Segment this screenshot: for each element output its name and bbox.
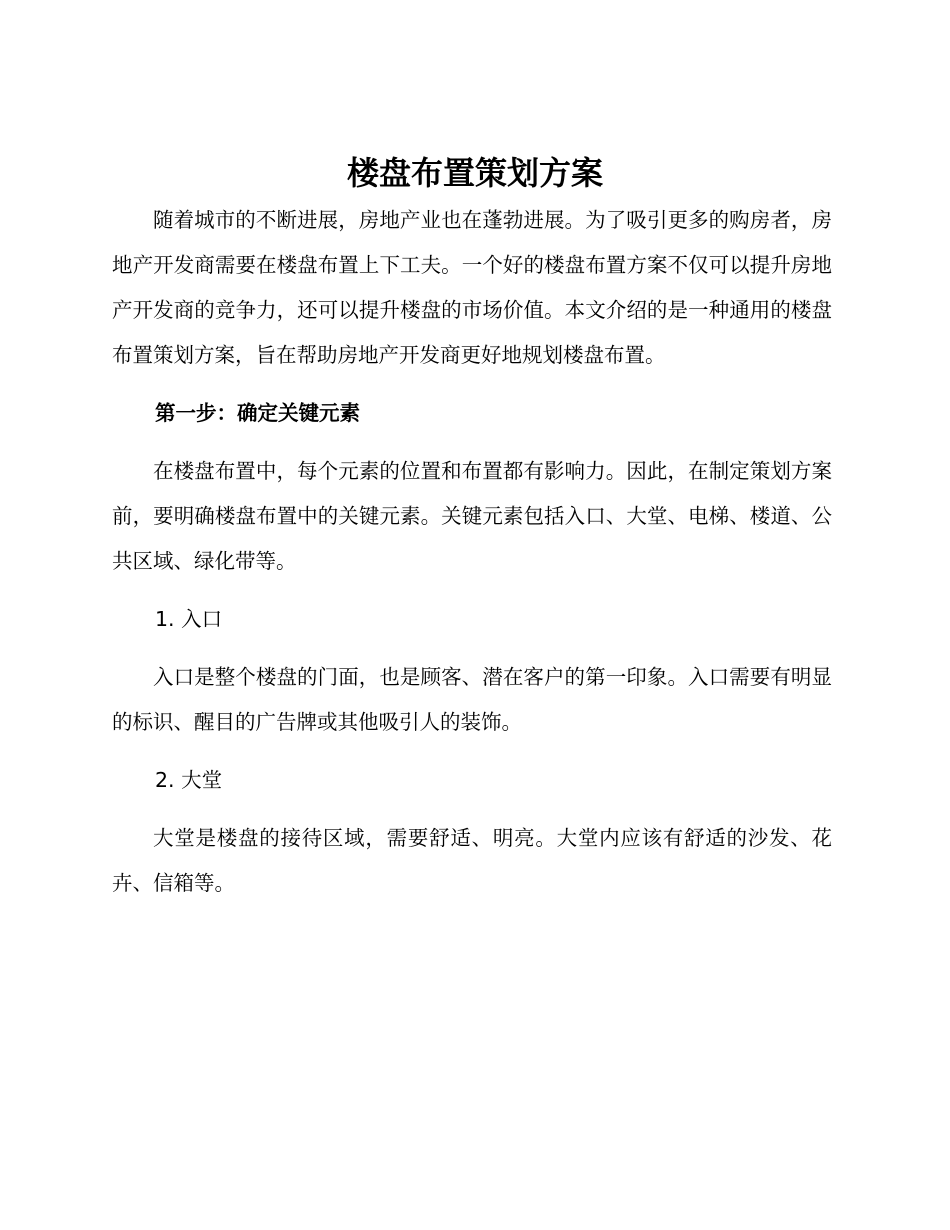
intro-paragraph: 随着城市的不断进展，房地产业也在蓬勃进展。为了吸引更多的购房者，房地产开发商需要在楼盘布置上下工夫。一个好的楼盘布置方案不仅可以提升房地产开发商的竞争力，还可以提升楼盘的市场价值。本文介绍的是一种通用的楼盘布置策划方案，旨在帮助房地产开发商更好地规划楼盘布置。 — [112, 208, 832, 367]
step1-paragraph: 在楼盘布置中，每个元素的位置和布置都有影响力。因此，在制定策划方案前，要明确楼盘布置中的关键元素。关键元素包括入口、大堂、电梯、楼道、公共区域、绿化带等。 — [112, 459, 832, 573]
spacer — [112, 745, 832, 758]
item1-paragraph: 入口是整个楼盘的门面，也是顾客、潜在客户的第一印象。入口需要有明显的标识、醒目的广告牌或其他吸引人的装饰。 — [112, 665, 832, 734]
spacer — [112, 584, 832, 597]
item2-paragraph: 大堂是楼盘的接待区域，需要舒适、明亮。大堂内应该有舒适的沙发、花卉、信箱等。 — [112, 826, 832, 895]
step1-heading: 第一步：确定关键元素 — [155, 401, 360, 425]
item2-heading: 2. 大堂 — [155, 768, 223, 792]
item1-heading: 1. 入口 — [155, 607, 223, 631]
spacer — [112, 378, 832, 391]
document-title: 楼盘布置策划方案 — [346, 154, 603, 192]
document-body — [112, 198, 832, 906]
spacer — [112, 642, 832, 655]
spacer — [112, 803, 832, 816]
spacer — [112, 436, 832, 449]
